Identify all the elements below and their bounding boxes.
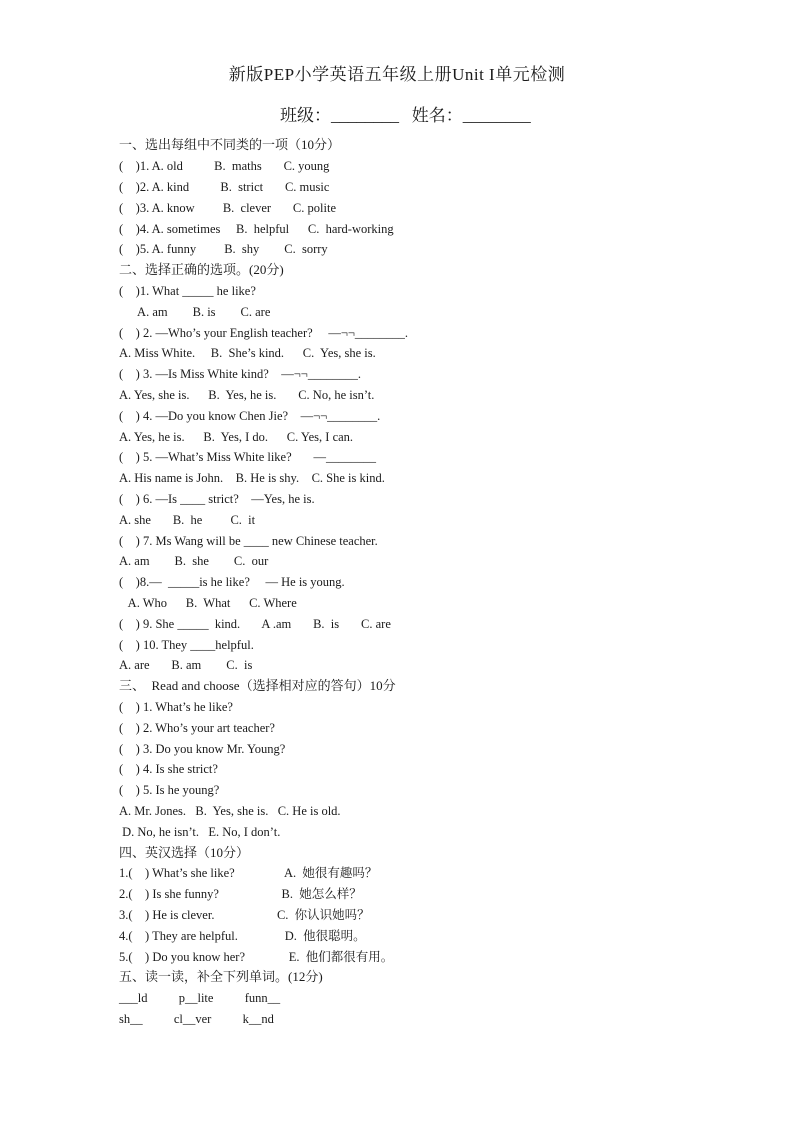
section-3-heading: 三、 Read and choose（选择相对应的答句）10分 <box>119 678 396 693</box>
question-line: 5.( ) Do you know her? E. 他们都很有用。 <box>119 950 394 964</box>
question-line: ( ) 2. —Who’s your English teacher? —¬¬________. <box>119 326 409 340</box>
question-line: ( ) 1. What’s he like? <box>119 700 233 714</box>
question-line: ( ) 6. —Is ____ strict? —Yes, he is. <box>119 492 315 506</box>
section-1-heading: 一、选出每组中不同类的一项（10分） <box>119 137 341 152</box>
question-line: ( ) 3. —Is Miss White kind? —¬¬________. <box>119 367 361 381</box>
question-line: ( )1. A. old B. maths C. young <box>119 159 330 173</box>
question-line: ( )1. What _____ he like? <box>119 284 256 298</box>
question-line: 2.( ) Is she funny? B. 她怎么样？ <box>119 887 362 901</box>
question-line: ( ) 7. Ms Wang will be ____ new Chinese teacher. <box>119 534 378 548</box>
page-title: 新版PEP小学英语五年级上册Unit I单元检测 <box>228 65 566 84</box>
question-line: 3.( ) He is clever. C. 你认识她吗？ <box>119 908 370 922</box>
question-line: ( )3. A. know B. clever C. polite <box>119 201 336 215</box>
question-line: 1.( ) What’s she like? A. 她很有趣吗？ <box>119 866 378 880</box>
question-line: ( )5. A. funny B. shy C. sorry <box>119 242 328 256</box>
question-line: ( ) 5. Is he young? <box>119 783 220 797</box>
options-line: A. are B. am C. is <box>119 658 253 672</box>
options-line: A. she B. he C. it <box>119 513 256 527</box>
options-line: A. Miss White. B. She’s kind. C. Yes, she is. <box>119 346 376 360</box>
options-line: A. Yes, he is. B. Yes, I do. C. Yes, I can. <box>119 430 354 444</box>
question-line: ( ) 9. She _____ kind. A .am B. is C. are <box>119 617 391 631</box>
options-line: A. His name is John. B. He is shy. C. She is kind. <box>119 471 385 485</box>
options-line: A. Who B. What C. Where <box>119 596 297 610</box>
section-4-heading: 四、英汉选择（10分） <box>119 845 250 860</box>
options-line: A. am B. she C. our <box>119 554 269 568</box>
section-2-heading: 二、选择正确的选项。(20分) <box>119 262 284 277</box>
question-line: ( ) 5. —What’s Miss White like? —________ <box>119 450 377 464</box>
question-line: ( ) 10. They ____helpful. <box>119 638 254 652</box>
section-5-heading: 五、读一读，补全下列单词。(12分) <box>119 969 323 984</box>
question-line: ( )8.— _____is he like? — He is young. <box>119 575 345 589</box>
class-name-line: 班级：________ 姓名：________ <box>280 106 531 125</box>
question-line: ( ) 2. Who’s your art teacher? <box>119 721 275 735</box>
options-line: A. Yes, she is. B. Yes, he is. C. No, he isn’t. <box>119 388 375 402</box>
options-line: A. am B. is C. are <box>119 305 271 319</box>
word-blanks-line: sh__ cl__ver k__nd <box>119 1012 274 1026</box>
question-line: ( ) 4. Is she strict? <box>119 762 218 776</box>
question-line: ( ) 3. Do you know Mr. Young? <box>119 742 286 756</box>
question-line: ( ) 4. —Do you know Chen Jie? —¬¬________. <box>119 409 381 423</box>
question-line: 4.( ) They are helpful. D. 他很聪明。 <box>119 929 366 943</box>
options-line: A. Mr. Jones. B. Yes, she is. C. He is old. <box>119 804 341 818</box>
question-line: ( )2. A. kind B. strict C. music <box>119 180 330 194</box>
word-blanks-line: ___ld p__lite funn__ <box>119 991 281 1005</box>
options-line: D. No, he isn’t. E. No, I don’t. <box>119 825 281 839</box>
question-line: ( )4. A. sometimes B. helpful C. hard-working <box>119 222 394 236</box>
